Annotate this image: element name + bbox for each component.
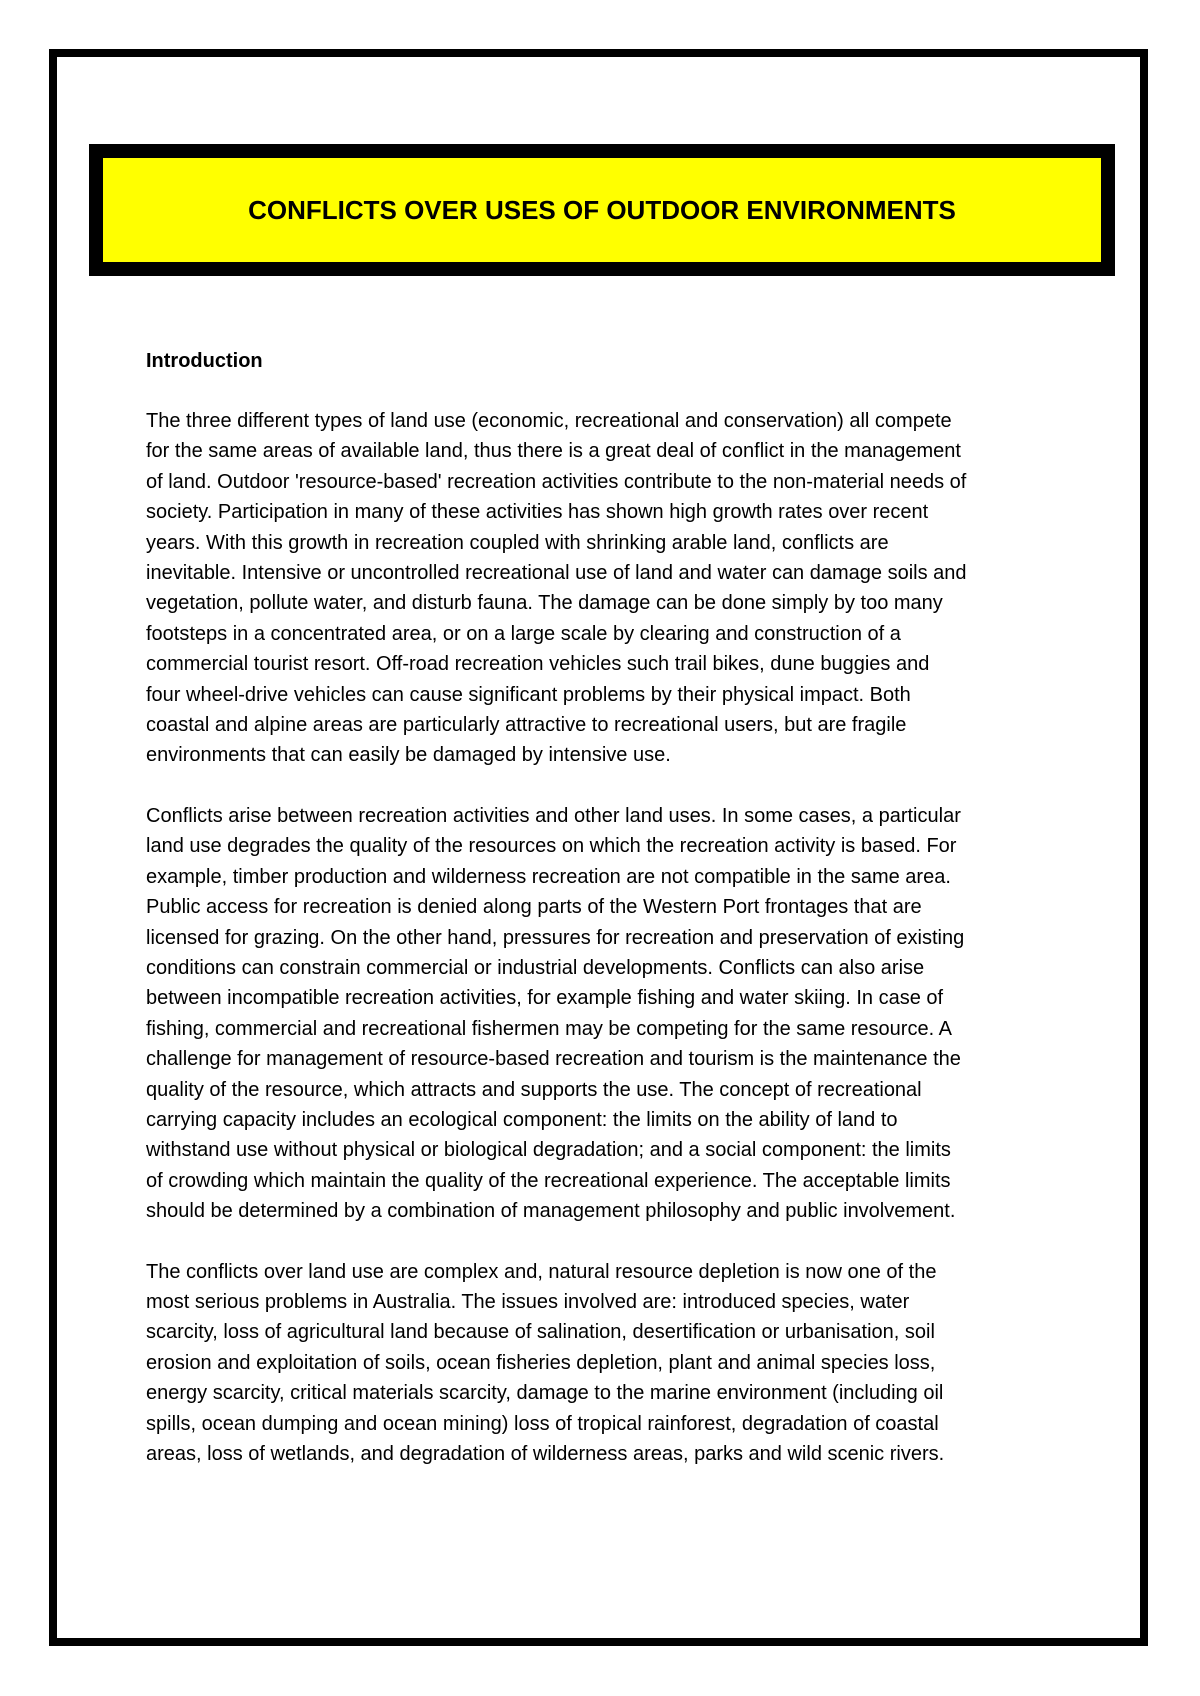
paragraph <box>146 1257 1076 1470</box>
text-line: for the same areas of available land, thus there is a great deal of conflict in the management <box>146 440 961 463</box>
text-line: example, timber production and wilderness recreation are not compatible in the same area. <box>146 865 951 888</box>
text-line: Conflicts arise between recreation activities and other land uses. In some cases, a particular <box>146 804 961 827</box>
text-line: should be determined by a combination of management philosophy and public involvement. <box>146 1200 956 1223</box>
text-line: quality of the resource, which attracts and supports the use. The concept of recreational <box>146 1078 922 1101</box>
text-line: most serious problems in Australia. The issues involved are: introduced species, water <box>146 1290 910 1313</box>
text-line: four wheel-drive vehicles can cause significant problems by their physical impact. Both <box>146 683 911 706</box>
text-line: footsteps in a concentrated area, or on a large scale by clearing and construction of a <box>146 622 901 645</box>
text-line: energy scarcity, critical materials scarcity, damage to the marine environment (including oil <box>146 1382 944 1405</box>
text-line: inevitable. Intensive or uncontrolled recreational use of land and water can damage soils and <box>146 562 967 585</box>
text-line: areas, loss of wetlands, and degradation of wilderness areas, parks and wild scenic rivers. <box>146 1443 945 1465</box>
document-body <box>146 346 1076 1499</box>
text-line: The conflicts over land use are complex and, natural resource depletion is now one of the <box>146 1260 937 1283</box>
paragraph <box>146 406 1076 771</box>
text-line: licensed for grazing. On the other hand, pressures for recreation and preservation of existing <box>146 926 965 949</box>
text-line: between incompatible recreation activities, for example fishing and water skiing. In case of <box>146 987 944 1010</box>
section-heading: Introduction <box>146 350 263 372</box>
title-banner-fill <box>103 158 1101 262</box>
paragraphs <box>146 406 1076 1469</box>
text-line: fishing, commercial and recreational fishermen may be competing for the same resource. A <box>146 1017 952 1040</box>
text-line: of land. Outdoor 'resource-based' recreation activities contribute to the non-material needs of <box>146 470 967 493</box>
text-line: vegetation, pollute water, and disturb fauna. The damage can be done simply by too many <box>146 592 943 615</box>
text-line: Public access for recreation is denied along parts of the Western Port frontages that are <box>146 896 922 919</box>
paragraph <box>146 801 1076 1227</box>
text-line: withstand use without physical or biological degradation; and a social component: the limits <box>146 1139 951 1162</box>
page-title: CONFLICTS OVER USES OF OUTDOOR ENVIRONMENTS <box>248 194 956 225</box>
text-line: challenge for management of resource-based recreation and tourism is the maintenance the <box>146 1048 961 1071</box>
text-line: carrying capacity includes an ecological component: the limits on the ability of land to <box>146 1108 898 1131</box>
text-line: coastal and alpine areas are particularly attractive to recreational users, but are fragile <box>146 714 907 737</box>
text-line: environments that can easily be damaged by intensive use. <box>146 744 671 767</box>
text-line: conditions can constrain commercial or industrial developments. Conflicts can also arise <box>146 956 925 979</box>
text-line: spills, ocean dumping and ocean mining) loss of tropical rainforest, degradation of coastal <box>146 1412 939 1435</box>
text-line: land use degrades the quality of the resources on which the recreation activity is based. For <box>146 835 957 858</box>
text-line: scarcity, loss of agricultural land because of salination, desertification or urbanisation, soil <box>146 1321 935 1344</box>
text-line: commercial tourist resort. Off-road recreation vehicles such trail bikes, dune buggies and <box>146 653 930 676</box>
title-banner <box>89 144 1115 276</box>
text-line: of crowding which maintain the quality of the recreational experience. The acceptable limits <box>146 1169 951 1192</box>
text-line: years. With this growth in recreation coupled with shrinking arable land, conflicts are <box>146 531 889 554</box>
text-line: The three different types of land use (economic, recreational and conservation) all compete <box>146 410 952 432</box>
text-line: society. Participation in many of these activities has shown high growth rates over recent <box>146 501 929 524</box>
text-line: erosion and exploitation of soils, ocean fisheries depletion, plant and animal species loss, <box>146 1351 936 1374</box>
